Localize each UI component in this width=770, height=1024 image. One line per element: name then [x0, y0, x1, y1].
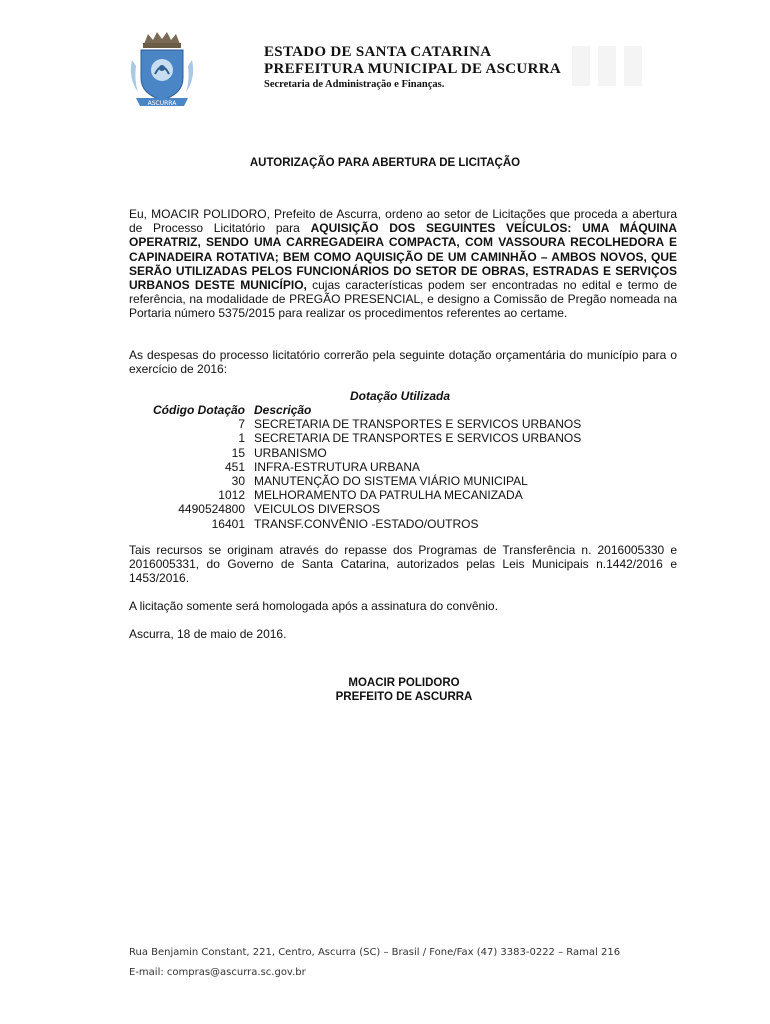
dotacao-title: Dotação Utilizada	[349, 389, 451, 403]
dotacao-header-code: Código Dotação	[153, 403, 245, 417]
dotacao-desc: INFRA-ESTRUTURA URBANA	[254, 459, 421, 474]
letterhead	[264, 44, 561, 92]
expenses-paragraph: As despesas do processo licitatório correrão pela seguinte dotação orçamentária do município para o exercício de 2016:	[129, 348, 677, 377]
dotacao-desc: MELHORAMENTO DA PATRULHA MECANIZADA	[254, 488, 523, 503]
dotacao-desc: VEICULOS DIVERSOS	[254, 502, 381, 517]
dotacao-desc: TRANSF.CONVÊNIO -ESTADO/OUTROS	[254, 516, 479, 531]
letterhead-prefecture: PREFEITURA MUNICIPAL DE ASCURRA	[264, 61, 561, 77]
dotacao-header-desc: Descrição	[254, 403, 312, 417]
dotacao-code: 1	[238, 431, 245, 446]
authorization-paragraph	[129, 207, 677, 321]
logo-ribbon-text: ASCURRA	[147, 100, 177, 107]
signature-name: MOACIR POLIDORO	[348, 677, 460, 689]
footer	[129, 943, 620, 983]
dotacao-code: 7	[238, 417, 245, 432]
table-row	[130, 446, 581, 460]
dotacao-code: 1012	[218, 488, 245, 503]
dotacao-code: 16401	[211, 516, 245, 531]
dotacao-desc: URBANISMO	[254, 445, 327, 460]
dotacao-table	[130, 403, 581, 531]
paragraph1-intro: Eu, MOACIR POLIDORO, Prefeito de Ascurra, ordeno ao setor de Licitações que proceda a abertura de Processo Licitatório para	[129, 207, 677, 236]
homologation-paragraph: A licitação somente será homologada após a assinatura do convênio.	[129, 599, 498, 613]
dotacao-desc: SECRETARIA DE TRANSPORTES E SERVICOS URBANOS	[254, 417, 582, 432]
funding-paragraph: Tais recursos se originam através do repasse dos Programas de Transferência n. 2016005330 e 2016005331, do Governo de Santa Catarina, autorizados pelas Leis Municipais n.1442/2016 e 1453/2016.	[129, 543, 677, 586]
date-line: Ascurra, 18 de maio de 2016.	[129, 627, 287, 641]
footer-email: E-mail: compras@ascurra.sc.gov.br	[129, 967, 306, 978]
paragraph1-details: cujas características podem ser encontradas no edital e termo de referência, na modalidade de PREGÃO PRESENCIAL, e designo a Comissão de Pregão nomeada na Portaria número 5375/2015 para realizar os procedimentos referentes ao certame.	[129, 278, 677, 321]
signature-block	[0, 676, 770, 704]
dotacao-code: 30	[231, 474, 245, 489]
table-row	[130, 417, 581, 431]
footer-address: Rua Benjamin Constant, 221, Centro, Ascurra (SC) – Brasil / Fone/Fax (47) 3383-0222 – Ramal 216	[129, 947, 621, 958]
faded-watermark	[572, 46, 642, 86]
table-row	[130, 502, 581, 516]
dotacao-header-row	[130, 403, 581, 417]
table-row	[130, 460, 581, 474]
table-row	[130, 474, 581, 488]
letterhead-secretariat: Secretaria de Administração e Finanças.	[264, 79, 445, 90]
dotacao-code: 451	[224, 459, 245, 474]
dotacao-code: 4490524800	[178, 502, 245, 517]
table-row	[130, 488, 581, 502]
municipal-coat-of-arms-icon	[126, 30, 198, 112]
letterhead-state: ESTADO DE SANTA CATARINA	[264, 44, 492, 60]
paragraph1-object: AQUISIÇÃO DOS SEGUINTES VEÍCULOS: UMA MÁQUINA OPERATRIZ, SENDO UMA CARREGADEIRA COMPACTA, COM VASSOURA RECOLHEDORA E CAPINADEIRA ROTATIVA; BEM COMO AQUISIÇÃO DE UM CAMINHÃO – AMBOS NOVOS, QUE SERÃO UTILIZADAS PELOS FUNCIONÁRIOS DO SETOR DE OBRAS, ESTRADAS E SERVIÇOS URBANOS DESTE MUNICÍPIO,	[129, 221, 677, 293]
signature-role: PREFEITO DE ASCURRA	[335, 691, 473, 703]
table-row	[130, 431, 581, 445]
document-title: AUTORIZAÇÃO PARA ABERTURA DE LICITAÇÃO	[249, 157, 521, 169]
dotacao-desc: SECRETARIA DE TRANSPORTES E SERVICOS URBANOS	[254, 431, 582, 446]
dotacao-code: 15	[231, 445, 245, 460]
table-row	[130, 517, 581, 531]
dotacao-desc: MANUTENÇÃO DO SISTEMA VIÁRIO MUNICIPAL	[254, 474, 528, 489]
